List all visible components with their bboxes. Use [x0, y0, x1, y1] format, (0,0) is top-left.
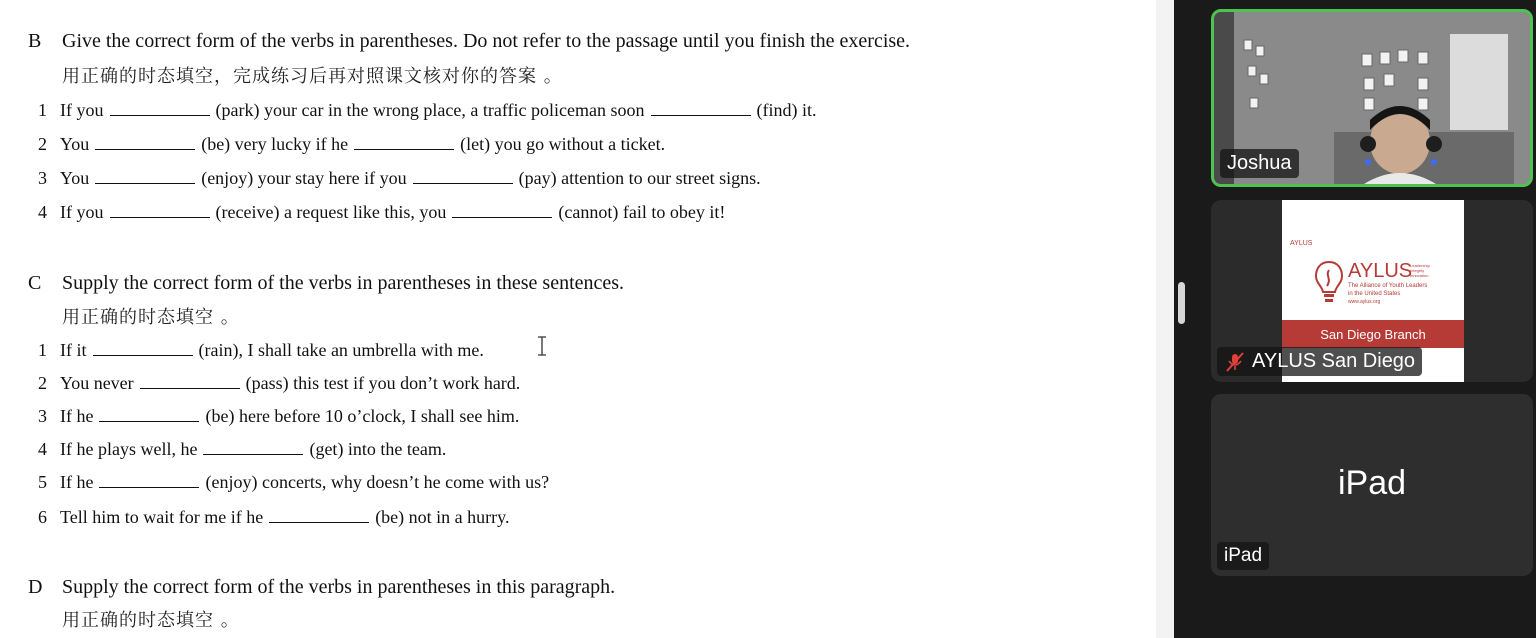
participant-nameplate-aylus: [1217, 347, 1422, 376]
participant-center-label-ipad: iPad: [1337, 464, 1407, 502]
participant-name-joshua: Joshua: [1220, 149, 1299, 178]
section-c-item-3: 3 If he (be) here before 10 o’clock, I shall see him.: [38, 406, 520, 426]
participant-tile-aylus[interactable]: [1211, 200, 1533, 382]
section-b-item-1: 1 If you (park) your car in the wrong place, a traffic policeman soon (find) it.: [38, 100, 817, 120]
section-c-item-6: 6 Tell him to wait for me if he (be) not in a hurry.: [38, 507, 510, 527]
section-b-item-2: 2 You (be) very lucky if he (let) you go without a ticket.: [38, 134, 666, 154]
shared-screen-edge: [1156, 0, 1174, 638]
aylus-banner: [1282, 320, 1464, 348]
participant-tile-ipad[interactable]: [1211, 394, 1533, 576]
section-c-heading: Supply the correct form of the verbs in parentheses in these sentences.: [62, 272, 625, 294]
section-d-heading: Supply the correct form of the verbs in parentheses in this paragraph.: [62, 576, 616, 598]
aylus-url: www.aylus.org: [1348, 299, 1381, 305]
microphone-muted-icon: [1224, 351, 1246, 373]
section-b-item-4: 4 If you (receive) a request like this, you (cannot) fail to obey it!: [38, 202, 726, 222]
lightbulb-icon: [1314, 260, 1344, 304]
section-b-chinese: 用正确的时态填空，完成练习后再对照课文核对你的答案 。: [62, 66, 563, 87]
aylus-subtitle: The Alliance of Youth Leaders: [1348, 283, 1428, 289]
section-c-item-4: 4 If he plays well, he (get) into the team.: [38, 439, 447, 459]
aylus-banner-text: San Diego Branch: [1320, 327, 1426, 342]
section-b-letter: B: [28, 30, 42, 52]
aylus-tagline: Leadership Integrity Innovation: [1410, 263, 1430, 278]
section-c-item-2: 2 You never (pass) this test if you don’t work hard.: [38, 373, 521, 393]
aylus-small-label: AYLUS: [1290, 240, 1313, 247]
participant-tile-joshua[interactable]: [1211, 9, 1533, 187]
section-b-item-3: 3 You (enjoy) your stay here if you (pay) attention to our street signs.: [38, 168, 761, 188]
participant-name-aylus: AYLUS San Diego: [1252, 350, 1416, 372]
section-c-chinese: 用正确的时态填空 。: [62, 307, 240, 328]
section-c-item-1: 1 If it (rain), I shall take an umbrella with me.: [38, 340, 484, 360]
section-d-letter: D: [28, 576, 43, 598]
text-cursor-icon: [536, 336, 548, 356]
gallery-resize-handle[interactable]: [1178, 282, 1185, 324]
participant-name-ipad: iPad: [1217, 542, 1269, 570]
aylus-subtitle-2: in the United States: [1348, 291, 1401, 297]
section-d-chinese: 用正确的时态填空 。: [62, 610, 240, 631]
section-b-heading: Give the correct form of the verbs in parentheses. Do not refer to the passage until you finish the exercise.: [62, 30, 911, 52]
section-c-letter: C: [28, 272, 42, 294]
section-c-item-5: 5 If he (enjoy) concerts, why doesn’t he come with us?: [38, 472, 550, 492]
aylus-brand: AYLUS: [1348, 260, 1413, 282]
